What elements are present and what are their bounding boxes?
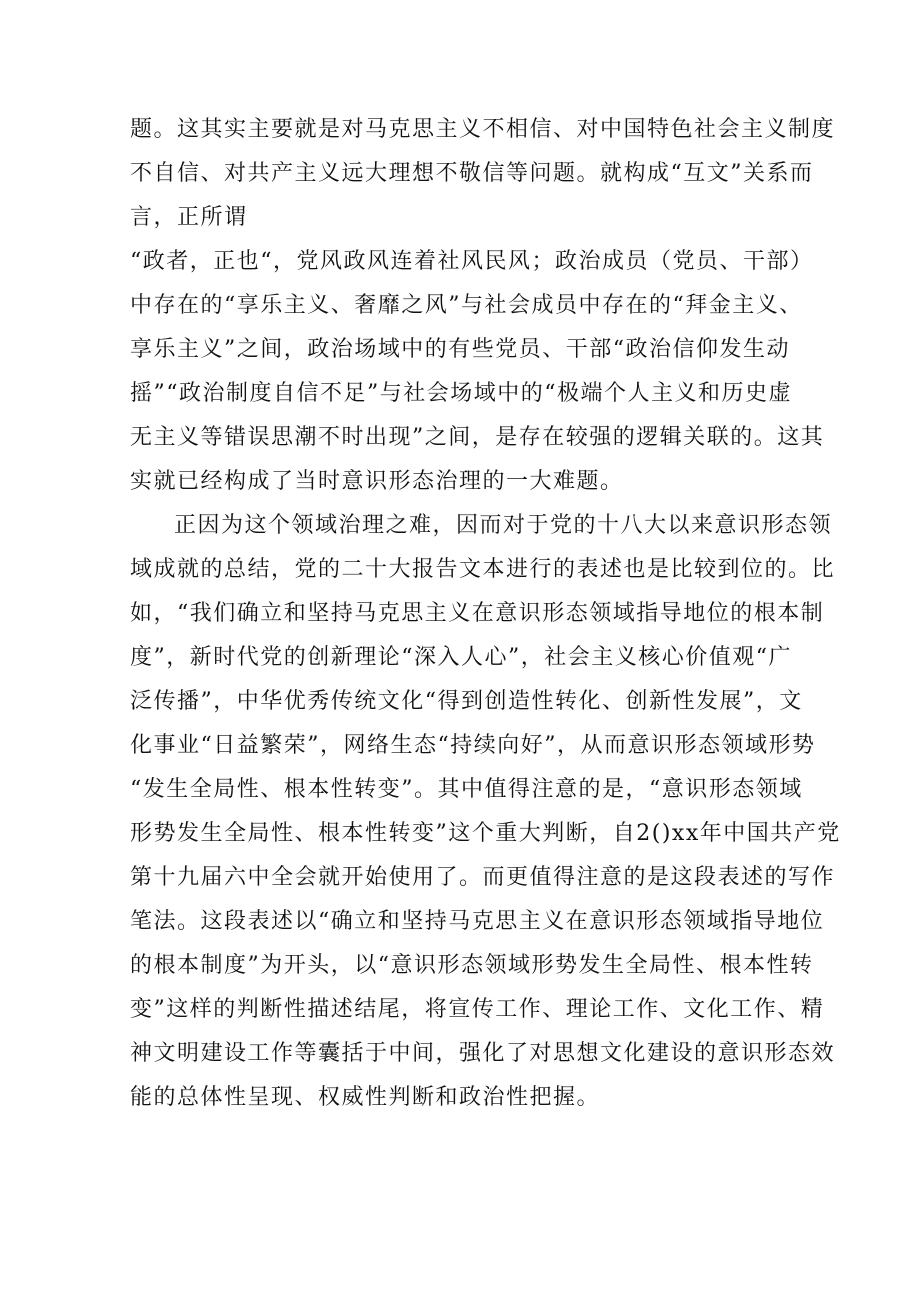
text-line: 域成就的总结，党的二十大报告文本进行的表述也是比较到位的。比 xyxy=(130,557,836,582)
text-line: 笔法。这段表述以“确立和坚持马克思主义在意识形态领域指导地位 xyxy=(130,909,825,934)
text-line: 神文明建设工作等囊括于中间，强化了对思想文化建设的意识形态效 xyxy=(130,1041,836,1066)
text-line: 变”这样的判断性描述结尾，将宣传工作、理论工作、文化工作、精 xyxy=(130,997,825,1022)
text-line: 如，“我们确立和坚持马克思主义在意识形态领域指导地位的根本制 xyxy=(130,601,825,626)
text-line: 享乐主义”之间，政治场域中的有些党员、干部“政治信仰发生动 xyxy=(130,337,790,362)
text-line: 题。这其实主要就是对马克思主义不相信、对中国特色社会主义制度 xyxy=(130,117,836,142)
text-line: 泛传播”，中华优秀传统文化“得到创造性转化、创新性发展”，文 xyxy=(130,689,803,714)
text-line: “发生全局性、根本性转变”。其中值得注意的是，“意识形态领域 xyxy=(130,777,803,802)
text-line: 不自信、对共产主义远大理想不敬信等问题。就构成“互文”关系而 xyxy=(130,161,814,186)
text-line: 化事业“日益繁荣”，网络生态“持续向好”，从而意识形态领域形势 xyxy=(130,733,816,758)
text-line: 摇”“政治制度自信不足”与社会场域中的“极端个人主义和历史虚 xyxy=(130,381,792,406)
paragraph-2 xyxy=(130,504,841,1120)
text-line: 中存在的“享乐主义、奢靡之风”与社会成员中存在的“拜金主义、 xyxy=(130,293,803,318)
text-line: 的根本制度”为开头，以“意识形态领域形势发生全局性、根本性转 xyxy=(130,953,814,978)
text-line: 度”，新时代党的创新理论“深入人心”，社会主义核心价值观“广 xyxy=(130,645,792,670)
text-line: 无主义等错误思潮不时出现”之间，是存在较强的逻辑关联的。这其 xyxy=(130,425,825,450)
text-line: 第十九届六中全会就开始使用了。而更值得注意的是这段表述的写作 xyxy=(130,865,836,890)
paragraph-1 xyxy=(130,108,836,504)
text-line: “政者，正也“，党风政风连着社风民风；政治成员（党员、干部） xyxy=(130,249,814,274)
text-line: 能的总体性呈现、权威性判断和政治性把握。 xyxy=(130,1085,601,1110)
text-line: 正因为这个领域治理之难，因而对于党的十八大以来意识形态领 xyxy=(174,513,833,538)
text-line: 形势发生全局性、根本性转变”这个重大判断，自2()xx年中国共产党 xyxy=(130,821,841,846)
text-line: 言，正所谓 xyxy=(130,205,248,230)
text-line: 实就已经构成了当时意识形态治理的一大难题。 xyxy=(130,469,624,494)
body-text xyxy=(130,108,841,1120)
